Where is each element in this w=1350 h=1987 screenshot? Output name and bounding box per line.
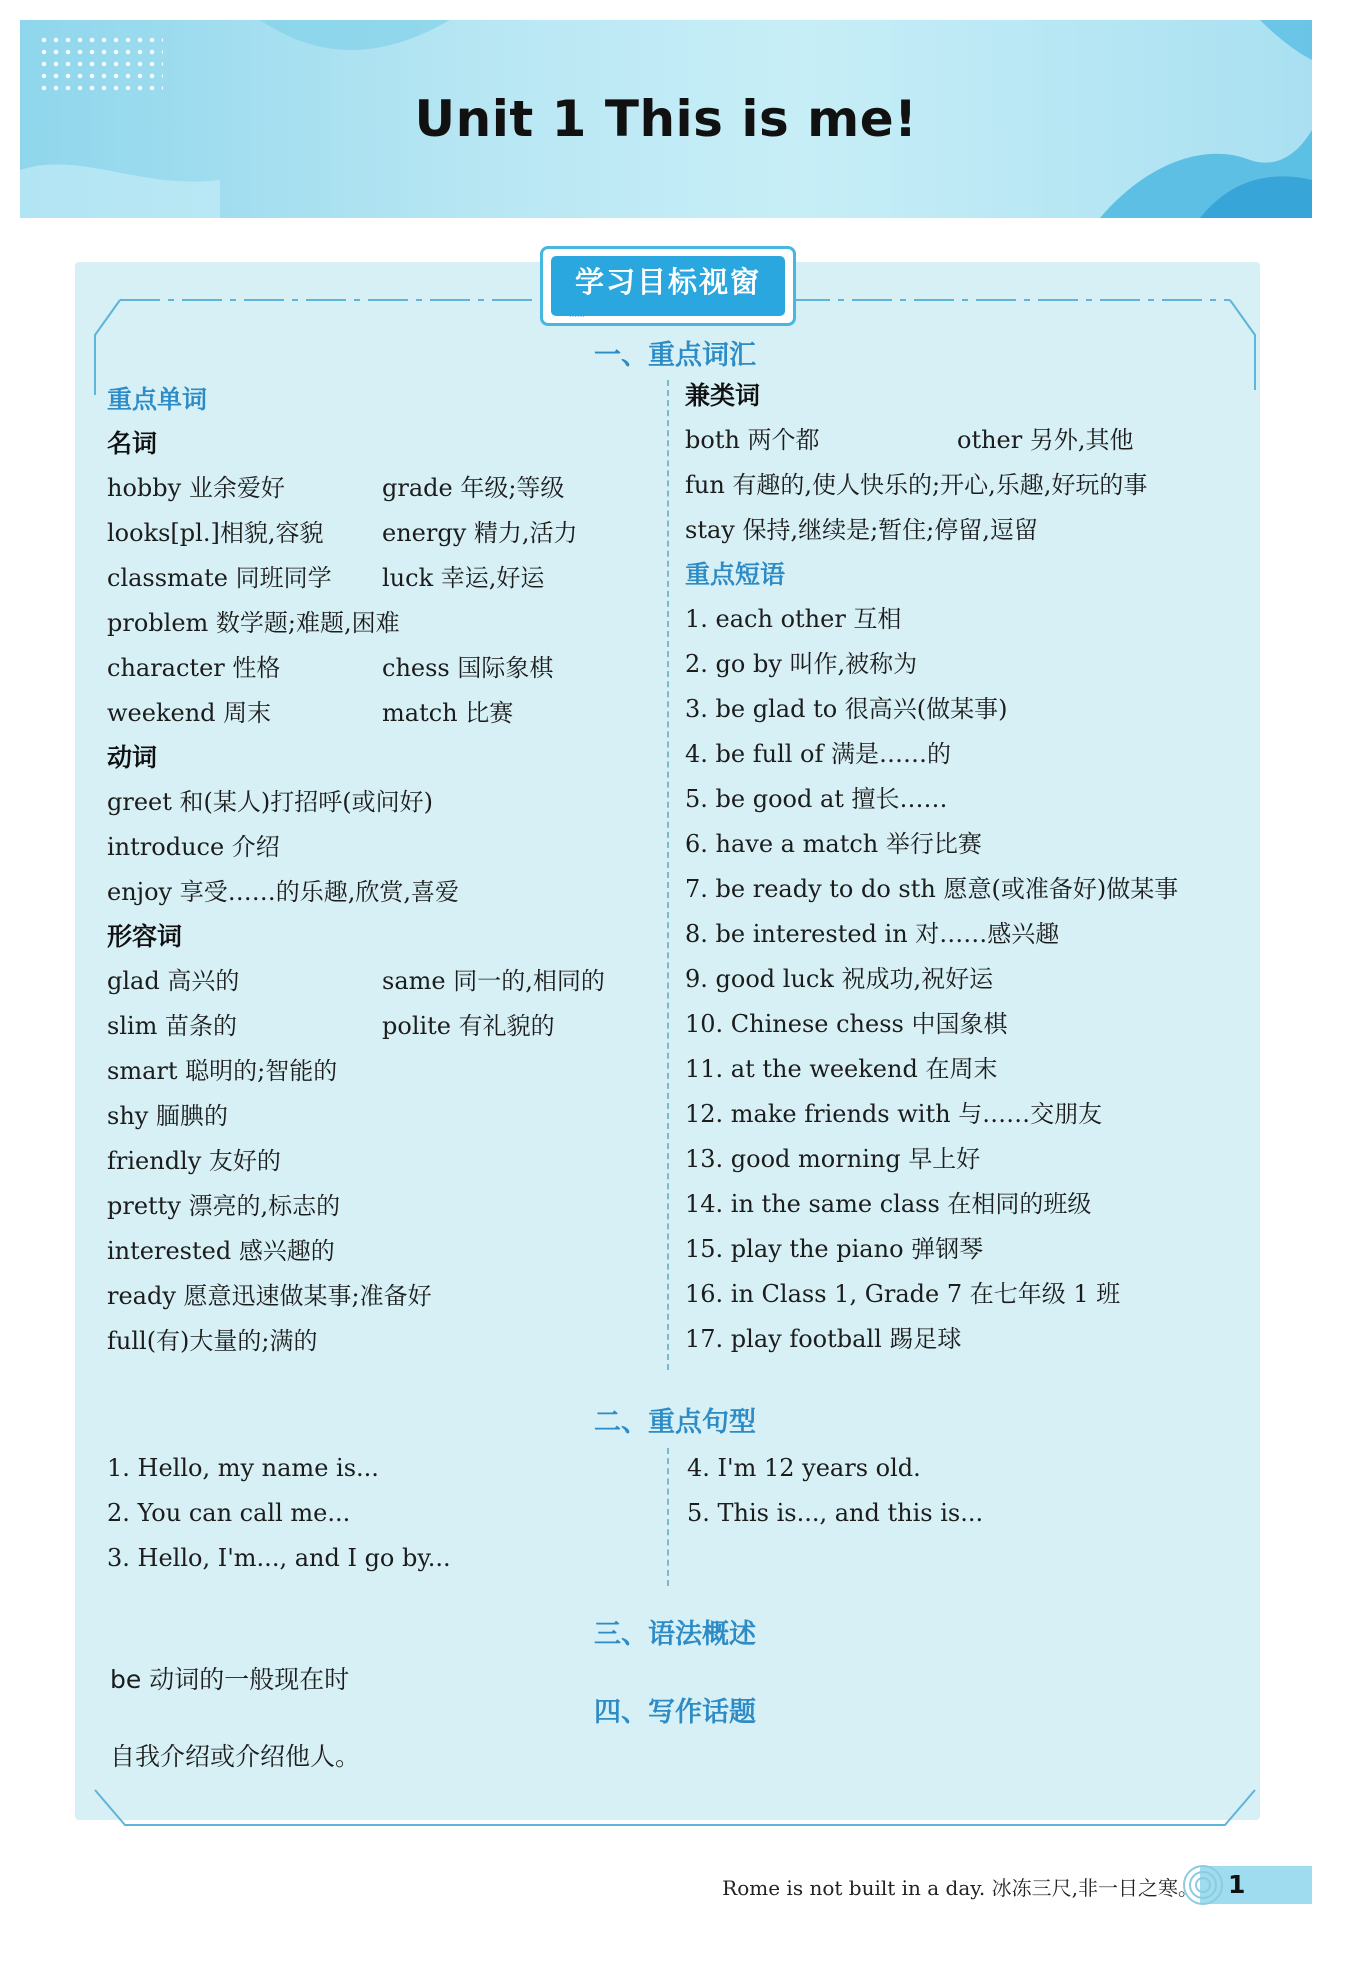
vocab-entry: classmate 同班同学 — [107, 564, 332, 592]
vocab-entry: slim 苗条的 — [107, 1012, 238, 1040]
vocab-row — [685, 508, 1245, 553]
vocab-entry: stay 保持,继续是;暂住;停留,逗留 — [685, 516, 1038, 544]
grammar-heading: 三、语法概述 — [594, 1619, 756, 1650]
list-item: 9. good luck 祝成功,祝好运 — [685, 965, 994, 993]
list-item: 3. be glad to 很高兴(做某事) — [685, 695, 1008, 723]
vocab-row — [107, 511, 647, 556]
vocab-entry: problem 数学题;难题,困难 — [107, 609, 400, 637]
vocab-entry: other 另外,其他 — [957, 426, 1134, 454]
vocab-row — [107, 825, 647, 870]
vocab-entry: grade 年级;等级 — [382, 474, 565, 502]
vocab-row — [107, 1139, 647, 1184]
list-item: 8. be interested in 对……感兴趣 — [685, 920, 1060, 948]
vocab-entry: shy 腼腆的 — [107, 1102, 228, 1130]
vocab-row — [107, 691, 647, 736]
vocab-row — [107, 1049, 647, 1094]
list-item: 3. Hello, I'm..., and I go by... — [107, 1544, 451, 1572]
writing-heading: 四、写作话题 — [594, 1697, 756, 1728]
vocab-entry: greet 和(某人)打招呼(或问好) — [107, 788, 433, 816]
verbs-list — [107, 780, 647, 915]
vocab-row — [107, 870, 647, 915]
adjectives-heading: 形容词 — [107, 922, 183, 951]
vocab-row — [107, 780, 647, 825]
list-item: 11. at the weekend 在周末 — [685, 1055, 998, 1083]
vocab-entry: energy 精力,活力 — [382, 519, 578, 547]
vocab-entry: full(有)大量的;满的 — [107, 1327, 318, 1355]
vocab-entry: smart 聪明的;智能的 — [107, 1057, 338, 1085]
list-item: 7. be ready to do sth 愿意(或准备好)做某事 — [685, 875, 1179, 903]
key-phrases-list — [685, 597, 1245, 1362]
vocab-entry: same 同一的,相同的 — [382, 967, 605, 995]
vocab-entry: both 两个都 — [685, 426, 820, 454]
column-divider — [667, 380, 669, 1370]
vocab-row — [107, 1274, 647, 1319]
footer-proverb: Rome is not built in a day. 冰冻三尺,非一日之寒。 — [722, 1876, 1198, 1900]
vocab-entry: looks[pl.]相貌,容貌 — [107, 519, 324, 547]
list-item: 15. play the piano 弹钢琴 — [685, 1235, 984, 1263]
list-item: 17. play football 踢足球 — [685, 1325, 962, 1353]
vocab-entry: enjoy 享受……的乐趣,欣赏,喜爱 — [107, 878, 459, 906]
sentences-heading: 二、重点句型 — [594, 1407, 756, 1438]
list-item: 14. in the same class 在相同的班级 — [685, 1190, 1092, 1218]
key-phrases-heading: 重点短语 — [685, 560, 786, 589]
vocab-row — [107, 1004, 647, 1049]
vocab-row — [107, 646, 647, 691]
key-words-heading: 重点单词 — [107, 385, 208, 414]
list-item: 2. go by 叫作,被称为 — [685, 650, 918, 678]
column-divider — [667, 1448, 669, 1586]
badge-label: 学习目标视窗 — [551, 256, 785, 316]
vocab-right-column — [685, 374, 1245, 1362]
vocab-entry: luck 幸运,好运 — [382, 564, 545, 592]
list-item: 13. good morning 早上好 — [685, 1145, 981, 1173]
vocab-entry: friendly 友好的 — [107, 1147, 281, 1175]
vocab-row — [107, 601, 647, 646]
list-item: 6. have a match 举行比赛 — [685, 830, 982, 858]
list-item: 16. in Class 1, Grade 7 在七年级 1 班 — [685, 1280, 1121, 1308]
sentences-right-list — [687, 1446, 1227, 1536]
nouns-heading: 名词 — [107, 429, 158, 458]
vocab-heading: 一、重点词汇 — [594, 340, 756, 371]
vocab-row — [107, 1094, 647, 1139]
list-item: 4. be full of 满是……的 — [685, 740, 952, 768]
grammar-text: be 动词的一般现在时 — [110, 1665, 350, 1694]
vocab-entry: pretty 漂亮的,标志的 — [107, 1192, 341, 1220]
sentences-left-list — [107, 1446, 647, 1581]
list-item: 5. This is..., and this is... — [687, 1499, 984, 1527]
vocab-entry: ready 愿意迅速做某事;准备好 — [107, 1282, 432, 1310]
vocab-row — [107, 1229, 647, 1274]
study-goals-badge — [540, 246, 796, 326]
list-item: 1. Hello, my name is... — [107, 1454, 379, 1482]
list-item: 4. I'm 12 years old. — [687, 1454, 921, 1482]
vocab-entry: fun 有趣的,使人快乐的;开心,乐趣,好玩的事 — [685, 471, 1148, 499]
multi-class-words-list — [685, 418, 1245, 553]
multi-class-words-heading: 兼类词 — [685, 381, 761, 410]
spiral-icon — [1180, 1862, 1226, 1908]
vocab-entry: match 比赛 — [382, 699, 514, 727]
vocab-row — [685, 463, 1245, 508]
writing-text: 自我介绍或介绍他人。 — [110, 1742, 361, 1771]
list-item: 1. each other 互相 — [685, 605, 902, 633]
page-number: 1 — [1228, 1870, 1246, 1899]
vocab-entry: character 性格 — [107, 654, 281, 682]
vocab-entry: hobby 业余爱好 — [107, 474, 285, 502]
vocab-row — [107, 1184, 647, 1229]
vocab-entry: glad 高兴的 — [107, 967, 240, 995]
verbs-heading: 动词 — [107, 743, 158, 772]
double-chevron-icon: ««« — [567, 307, 584, 321]
list-item: 2. You can call me... — [107, 1499, 351, 1527]
list-item: 5. be good at 擅长…… — [685, 785, 948, 813]
vocab-entry: polite 有礼貌的 — [382, 1012, 555, 1040]
vocab-entry: chess 国际象棋 — [382, 654, 554, 682]
vocab-entry: interested 感兴趣的 — [107, 1237, 335, 1265]
vocab-entry: introduce 介绍 — [107, 833, 280, 861]
list-item: 12. make friends with 与……交朋友 — [685, 1100, 1103, 1128]
vocab-left-column — [107, 378, 647, 1364]
adjectives-list — [107, 959, 647, 1364]
list-item: 10. Chinese chess 中国象棋 — [685, 1010, 1008, 1038]
vocab-row — [107, 1319, 647, 1364]
vocab-row — [107, 959, 647, 1004]
vocab-row — [107, 556, 647, 601]
vocab-row — [107, 466, 647, 511]
page-title: Unit 1 This is me! — [414, 90, 918, 148]
nouns-list — [107, 466, 647, 736]
vocab-entry: weekend 周末 — [107, 699, 272, 727]
vocab-row — [685, 418, 1245, 463]
